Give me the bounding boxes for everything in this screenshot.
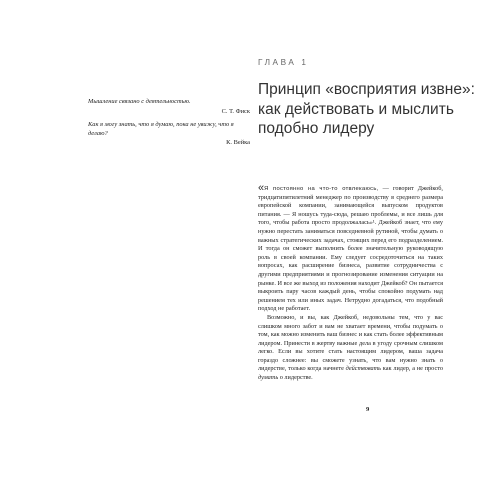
- chapter-label: ГЛАВА 1: [258, 58, 309, 67]
- paragraph-text: — говорит Джейкоб, тридцатипятилетний менеджер по производству в среднего размера европейской компании, занимающейся выпуском продуктов питания. — Я ношусь туда-сюда, решаю проблемы, и все лишь для того, чтобы работа просто продолжалась»¹. Джейкоб знает, что ему нужно перестать заниматься повседневной рутиной, чтобы думать о важных стратегических задачах, стоящих перед его подразделением. И тогда он сможет выполнить более значительную руководящую роль в своей компании. Ему следует сосредоточиться на таких вопросах, как расширение бизнеса, развитие сотрудничества с другими предприятиями и прогнозирование изменения ситуации на рынке. И все же выход из положения находит Джейкоб? Он пытается выкроить пару часов каждый день, чтобы спокойно подумать над решением тех или иных задач. Нетрудно догадаться, что подобный подход не работает.: [258, 185, 443, 313]
- paragraph-text: как лидер, а не просто: [381, 365, 443, 373]
- emphasis-text: действовать: [345, 365, 381, 373]
- page-number: 9: [366, 406, 370, 413]
- epigraph-quote: Мышление связано с деятельностью.: [88, 98, 191, 105]
- chapter-title: Принцип «восприятия извне»: как действовать и мыслить подобно лидеру: [258, 81, 475, 137]
- paragraph: [258, 184, 443, 314]
- epigraph-author: С. Т. Фиск: [221, 107, 250, 115]
- lead-in-text: Я постоянно на что-то отвлекаюсь,: [264, 186, 379, 192]
- epigraph-quote: Как я могу знать, что я думаю, пока не увижу, что я делаю?: [88, 121, 234, 137]
- paragraph-text: о лидерстве.: [278, 374, 313, 382]
- emphasis-text: думать: [258, 374, 279, 382]
- chapter-body: [258, 184, 443, 383]
- opening-quote-mark: «: [258, 182, 265, 194]
- epigraphs: [88, 98, 250, 153]
- paragraph-text: Возможно, и вы, как Джейкоб, недовольны тем, что у вас слишком много забот и вам не хватает времени, чтобы подумать о том, как можно изменить ваш бизнес и как стать более эффективным лидером. Принести в жертву важные дела в угоду срочным слишком легко. Если вы хотите стать настоящим лидером, ваша задача гораздо сложнее: вы сможете узнать, что вам нужно знать о лидерстве, только когда начнете: [258, 313, 443, 373]
- epigraph: [88, 98, 250, 116]
- paragraph: [258, 314, 443, 383]
- epigraph-author: К. Вейка: [226, 139, 250, 147]
- epigraph: [88, 121, 250, 148]
